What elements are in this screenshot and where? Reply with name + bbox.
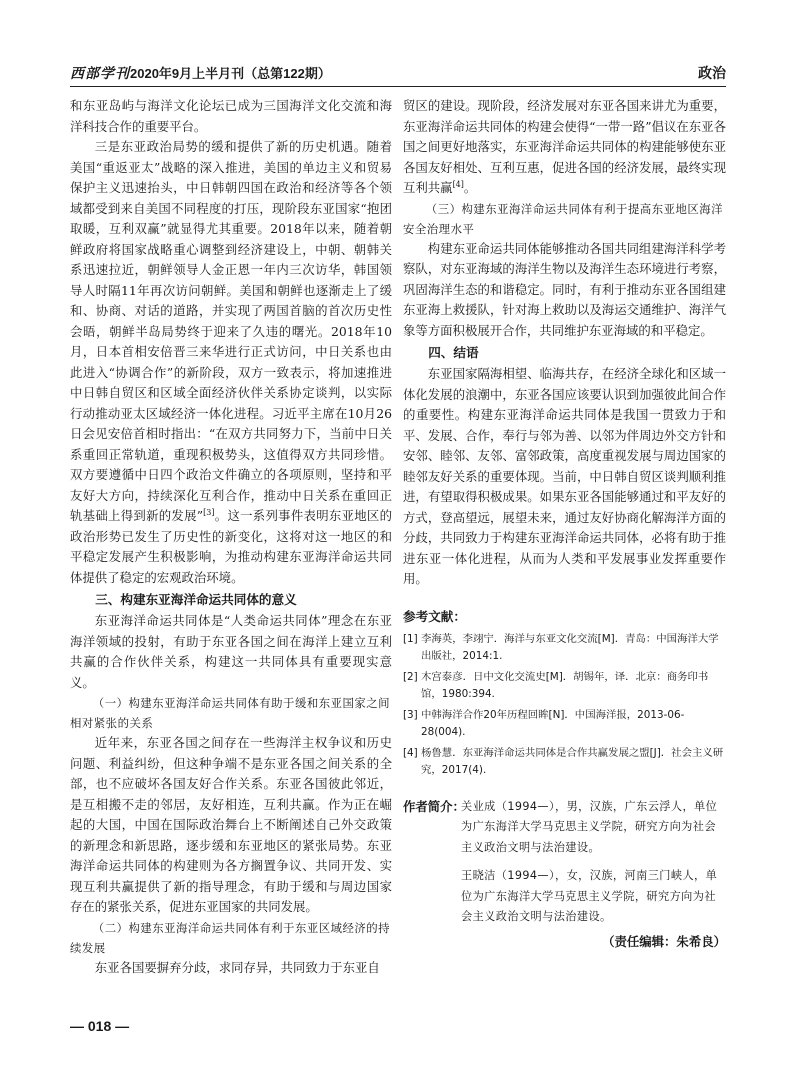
references-title: 参考文献： [403, 609, 466, 624]
citation-ref: [3] [203, 507, 215, 517]
reference-item: [2] 木宫泰彦．日中文化交流史[M]．胡锡年，译．北京：商务印书馆，1980:394. [403, 670, 709, 700]
responsible-editor: （责任编辑：朱希良） [602, 934, 726, 949]
paragraph: 东亚各国要摒弃分歧，求同存异，共同致力于东亚自 [94, 959, 380, 975]
paragraph: 东亚国家隔海相望、临海共存，在经济全球化和区域一体化发展的浪潮中，东亚各国应该要认识到加强彼此间合作的重要性。构建东亚海洋命运共同体是我国一贯致力于和平、发展、合作，奉行与邻为善、以邻为伴周边外交方针和安邻、睦邻、友邻、富邻政策，高度重视发展与周边国家的睦邻友好关系的重要体现。当前，中日韩自贸区谈判顺利推进，有望取得积极成果。如果东亚各国能够通过和平友好的方式，登高望远，展望未来，通过友好协商化解海洋方面的分歧，共同致力于构建东亚海洋命运共同体，必将有助于推进东亚一体化进程，从而为人类和平发展事业发挥重要作用。 [403, 366, 726, 586]
section-label: 政治 [698, 65, 726, 81]
reference-item: [3] 中韩海洋合作20年历程回眸[N]．中国海洋报，2013-06-28(004). [403, 708, 685, 738]
paragraph: 贸区的建设。现阶段，经济发展对东亚各国来讲尤为重要，东亚海洋命运共同体的构建会使得“一带一路”倡议在东亚各国之间更好地落实，东亚海洋命运共同体的构建能够使东亚各国友好相处、互利互惠，促进各国的经济发展，最终实现互利共赢[4]。 [403, 98, 726, 195]
paragraph: 和东亚岛屿与海洋文化论坛已成为三国海洋文化交流和海洋科技合作的重要平台。 [70, 98, 392, 134]
reference-item: [1] 李海英，李翊宁．海洋与东亚文化交流[M]．青岛：中国海洋大学出版社，2014:1. [403, 632, 719, 662]
paragraph: 三是东亚政治局势的缓和提供了新的历史机遇。随着美国“重返亚太”战略的深入推进，美国的单边主义和贸易保护主义迅速抬头，中日韩朝四国在政治和经济等各个领域都受到来自美国不同程度的打压，现阶段东亚国家“抱团取暖，互利双赢”就显得尤其重要。2018年以来，随着朝鲜政府将国家战略重心调整到经济建设上，中朝、朝韩关系迅速拉近，朝鲜领导人金正恩一年内三次访华，韩国领导人时隔11年再次访问朝鲜。美国和朝鲜也逐渐走上了缓和、协商、对话的道路，并实现了两国首脑的首次历史性会晤，朝鲜半岛局势终于迎来了久违的曙光。2018年10月，日本首相安倍晋三来华进行正式访问，中日关系也由此进入“协调合作”的新阶段，双方一致表示，将加速推进中日韩自贸区和区域全面经济伙伴关系协定谈判，以实际行动推动亚太区域经济一体化进程。习近平主席在10月26日会见安倍首相时指出：“在双方共同努力下，当前中日关系重回正常轨道，重现积极势头，这值得双方共同珍惜。双方要遵循中日四个政治文件确立的各项原则，坚持和平友好大方向，持续深化互利合作，推动中日关系在重回正轨基础上得到新的发展”[3]。这一系列事件表明东亚地区的政治形势已发生了历史性的新变化，这将对这一地区的和平稳定发展产生积极影响，为推动构建东亚海洋命运共同体提供了稳定的宏观政治环境。 [70, 139, 392, 585]
left-column [70, 96, 392, 978]
author-label: 作者简介： [403, 799, 465, 814]
section-heading: 四、结语 [428, 346, 479, 360]
journal-name: 西部学刊 [70, 66, 130, 82]
author-info [403, 797, 726, 928]
author-bio: 关业成（1994—），男，汉族，广东云浮人，单位为广东海洋大学马克思主义学院，研究方向为社会主义政治文明与法治建设。 [461, 799, 718, 854]
paragraph: 近年来，东亚各国之间存在一些海洋主权争议和历史问题、利益纠纷，但这种争端不是东亚各国之间关系的全部，也不应破坏各国友好合作关系。东亚各国彼此邻近，是互相搬不走的邻居，友好相连，互利共赢。作为正在崛起的大国，中国在国际政治舞台上不断阐述自己外交政策的新理念和新思路，逐步缓和东亚地区的紧张局势。东亚海洋命运共同体的构建则为各方搁置争议、共同开发、实现互利共赢提供了新的指导理念，有助于缓和与周边国家存在的紧张关系，促进东亚国家的共同发展。 [70, 735, 392, 914]
subsection-heading: （三）构建东亚海洋命运共同体有利于提高东亚地区海洋安全治理水平 [403, 201, 724, 236]
author-bio: 王晓洁（1994—），女，汉族，河南三门峡人，单位为广东海洋大学马克思主义学院，研究方向为社会主义政治文明与法治建设。 [461, 869, 718, 923]
reference-item: [4] 杨鲁慧．东亚海洋命运共同体是合作共赢发展之盟[J]．社会主义研究，2017(4). [403, 746, 724, 776]
header-rule [70, 86, 726, 87]
citation-ref: [4] [452, 179, 464, 189]
page-number: — 018 — [70, 1018, 130, 1034]
subsection-heading: （二）构建东亚海洋命运共同体有利于东亚区域经济的持续发展 [70, 920, 391, 955]
journal-issue-line [70, 63, 331, 83]
right-column [403, 96, 726, 950]
issue-info: 2020年9月上半月刊（总第122期） [130, 66, 331, 81]
section-heading: 三、构建东亚海洋命运共同体的意义 [95, 593, 297, 607]
paragraph: 构建东亚命运共同体能够推动各国共同组建海洋科学考察队，对东亚海域的海洋生物以及海洋生态环境进行考察，巩固海洋生态的和谐稳定。同时，有利于推动东亚各国组建东亚海上救援队，针对海上救助以及海运交通维护、海洋气象等方面积极展开合作，共同维护东亚海域的和平稳定。 [403, 240, 726, 338]
running-header [70, 60, 726, 84]
subsection-heading: （一）构建东亚海洋命运共同体有助于缓和东亚国家之间相对紧张的关系 [70, 696, 391, 730]
paragraph: 东亚海洋命运共同体是“人类命运共同体”理念在东亚海洋领域的投射，有助于东亚各国之间在海洋上建立互利共赢的合作伙伴关系，构建这一共同体具有重要现实意义。 [70, 613, 392, 690]
